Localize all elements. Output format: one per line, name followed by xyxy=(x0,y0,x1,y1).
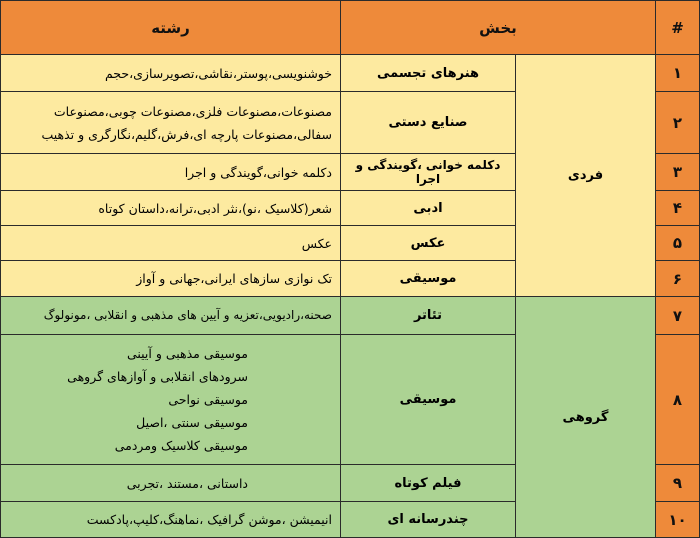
row-number: ۸ xyxy=(656,335,700,465)
row-number: ۵ xyxy=(656,226,700,261)
field-line: موسیقی نواحی xyxy=(168,392,248,407)
field-list xyxy=(1,502,341,538)
field-line: دکلمه خوانی،گویندگی و اجرا xyxy=(184,164,332,180)
section-name: دکلمه خوانی ،گویندگی و اجرا xyxy=(341,154,516,191)
row-number: ۶ xyxy=(656,261,700,297)
field-list xyxy=(1,261,341,297)
field-list xyxy=(1,55,341,92)
field-line: شعر(کلاسیک ،نو)،نثر ادبی،ترانه،داستان کوتاه xyxy=(98,200,332,216)
section-name: صنایع دستی xyxy=(341,92,516,154)
field-line: سرودهای انقلابی و آوازهای گروهی xyxy=(67,369,248,384)
row-number: ۹ xyxy=(656,465,700,502)
header-row xyxy=(1,1,700,55)
section-name: موسیقی xyxy=(341,261,516,297)
field-line: موسیقی مذهبی و آیینی xyxy=(126,346,248,361)
section-name: چندرسانه ای xyxy=(341,502,516,538)
header-number: # xyxy=(656,1,700,55)
section-name: عکس xyxy=(341,226,516,261)
field-list xyxy=(1,154,341,191)
field-list xyxy=(1,191,341,226)
field-line: مصنوعات،مصنوعات فلزی،مصنوعات چوبی،مصنوعات xyxy=(53,103,332,119)
table-row xyxy=(1,55,700,92)
field-list xyxy=(1,226,341,261)
section-name: هنرهای تجسمی xyxy=(341,55,516,92)
header-field: رشته xyxy=(1,1,341,55)
field-line: انیمیشن ،موشن گرافیک ،نماهنگ،کلیپ،پادکست xyxy=(86,512,332,527)
section-name: موسیقی xyxy=(341,335,516,465)
section-name: تئاتر xyxy=(341,297,516,335)
field-list xyxy=(1,465,341,502)
field-line: داستانی ،مستند ،تجربی xyxy=(126,475,248,491)
row-number: ۱۰ xyxy=(656,502,700,538)
field-line: سفالی،مصنوعات پارچه ای،فرش،گلیم،نگارگری و تذهیب xyxy=(41,126,332,142)
field-list xyxy=(1,92,341,154)
field-line: خوشنویسی،پوستر،نقاشی،تصویرسازی،حجم xyxy=(104,65,332,81)
row-number: ۴ xyxy=(656,191,700,226)
field-line: صحنه،رادیویی،تعزیه و آیین های مذهبی و انقلابی ،مونولوگ xyxy=(43,308,332,322)
field-line: موسیقی سنتی ،اصیل xyxy=(136,415,248,430)
field-line: عکس xyxy=(301,235,332,251)
field-line: تک نوازی سازهای ایرانی،جهانی و آواز xyxy=(136,271,332,286)
row-number: ۲ xyxy=(656,92,700,154)
category-group: گروهی xyxy=(516,297,656,538)
row-number: ۱ xyxy=(656,55,700,92)
row-number: ۳ xyxy=(656,154,700,191)
row-number: ۷ xyxy=(656,297,700,335)
category-individual: فردی xyxy=(516,55,656,297)
section-name: فیلم کوتاه xyxy=(341,465,516,502)
field-line: موسیقی کلاسیک ومردمی xyxy=(114,438,248,453)
header-category: بخش xyxy=(341,1,656,55)
table-row xyxy=(1,297,700,335)
field-list xyxy=(1,297,341,335)
section-name: ادبی xyxy=(341,191,516,226)
field-list xyxy=(1,335,341,465)
